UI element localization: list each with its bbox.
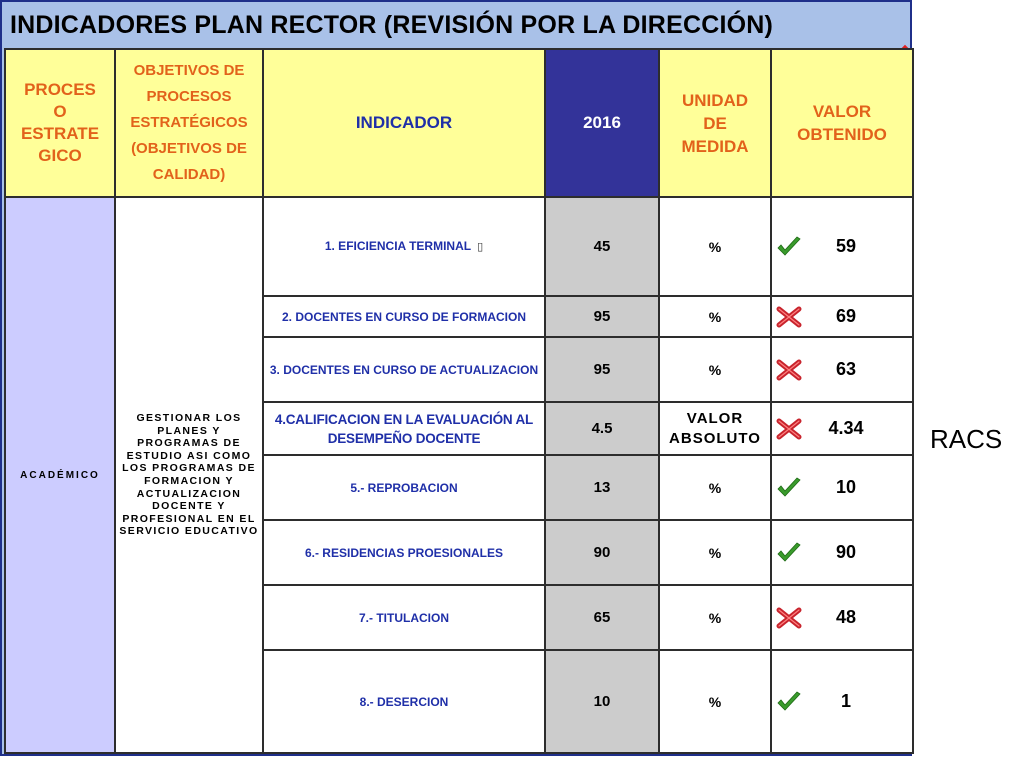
valor-cell — [771, 650, 913, 753]
valor-number: 1 — [840, 691, 851, 711]
proceso-cell: ACADÉMICO — [5, 197, 115, 753]
valor-number: 4.34 — [828, 418, 864, 438]
header-year: 2016 — [545, 49, 659, 197]
meta-cell: 13 — [545, 455, 659, 520]
page-title: INDICADORES PLAN RECTOR (REVISIÓN POR LA DIRECCIÓN) — [10, 10, 774, 39]
check-icon — [776, 542, 802, 564]
indicador-label: 7.- TITULACION — [359, 610, 449, 625]
table-row — [5, 197, 913, 296]
meta-cell: 45 — [545, 197, 659, 296]
meta-cell: 90 — [545, 520, 659, 585]
indicators-table — [4, 48, 914, 754]
objetivo-cell: GESTIONAR LOS PLANES Y PROGRAMAS DE ESTUDIO ASI COMO LOS PROGRAMAS DE FORMACION Y ACTUALIZACION DOCENTE Y PROFESIONAL EN EL SERVICIO EDUCATIVO — [115, 197, 263, 753]
indicador-label: 1. EFICIENCIA TERMINAL — [324, 239, 472, 253]
indicador-label: 3. DOCENTES EN CURSO DE ACTUALIZACION — [269, 362, 539, 377]
cross-icon — [776, 306, 802, 328]
valor-number: 90 — [835, 542, 857, 562]
unidad-cell: % — [659, 585, 771, 650]
meta-cell: 10 — [545, 650, 659, 753]
valor-number: 10 — [835, 477, 857, 497]
unidad-cell: % — [659, 650, 771, 753]
placeholder-glyph-icon: ▯ — [477, 241, 484, 253]
unidad-cell: % — [659, 197, 771, 296]
meta-cell: 4.5 — [545, 402, 659, 455]
valor-cell — [771, 455, 913, 520]
valor-number: 63 — [835, 359, 857, 379]
indicador-label: 8.- DESERCION — [359, 694, 449, 709]
valor-number: 48 — [835, 607, 857, 627]
meta-cell: 95 — [545, 296, 659, 337]
cross-icon — [776, 418, 802, 440]
indicador-cell — [263, 337, 545, 402]
header-row — [5, 49, 913, 197]
indicador-label: 5.- REPROBACION — [350, 480, 458, 495]
valor-cell — [771, 197, 913, 296]
valor-cell — [771, 402, 913, 455]
valor-number: 69 — [835, 306, 857, 326]
check-icon — [776, 477, 802, 499]
check-icon — [776, 236, 802, 258]
meta-cell: 65 — [545, 585, 659, 650]
unidad-cell: VALOR ABSOLUTO — [659, 402, 771, 455]
indicador-cell — [263, 197, 545, 296]
indicador-label: 2. DOCENTES EN CURSO DE FORMACION — [281, 309, 527, 324]
cross-icon — [776, 607, 802, 629]
indicador-cell — [263, 585, 545, 650]
meta-cell: 95 — [545, 337, 659, 402]
indicador-cell — [263, 455, 545, 520]
indicador-cell — [263, 520, 545, 585]
header-objetivos: OBJETIVOS DE PROCESOS ESTRATÉGICOS (OBJETIVOS DE CALIDAD) — [115, 49, 263, 197]
indicador-cell — [263, 650, 545, 753]
indicador-cell — [263, 296, 545, 337]
unidad-cell: % — [659, 520, 771, 585]
header-indicador: INDICADOR — [263, 49, 545, 197]
unidad-cell: % — [659, 296, 771, 337]
indicador-label: 4.CALIFICACION EN LA EVALUACIÓN AL DESEMPEÑO DOCENTE — [274, 411, 534, 446]
header-valor: VALOR OBTENIDO — [771, 49, 913, 197]
valor-cell — [771, 337, 913, 402]
valor-cell — [771, 520, 913, 585]
valor-cell — [771, 296, 913, 337]
header-unidad: UNIDAD DE MEDIDA — [659, 49, 771, 197]
indicador-label: 6.- RESIDENCIAS PROESIONALES — [304, 545, 504, 560]
check-icon — [776, 691, 802, 713]
valor-cell — [771, 585, 913, 650]
unidad-cell: % — [659, 337, 771, 402]
header-proceso: PROCES O ESTRATE GICO — [5, 49, 115, 197]
indicador-cell — [263, 402, 545, 455]
side-label: RACS — [930, 424, 1003, 454]
valor-number: 59 — [835, 236, 857, 256]
unidad-cell: % — [659, 455, 771, 520]
cross-icon — [776, 359, 802, 381]
